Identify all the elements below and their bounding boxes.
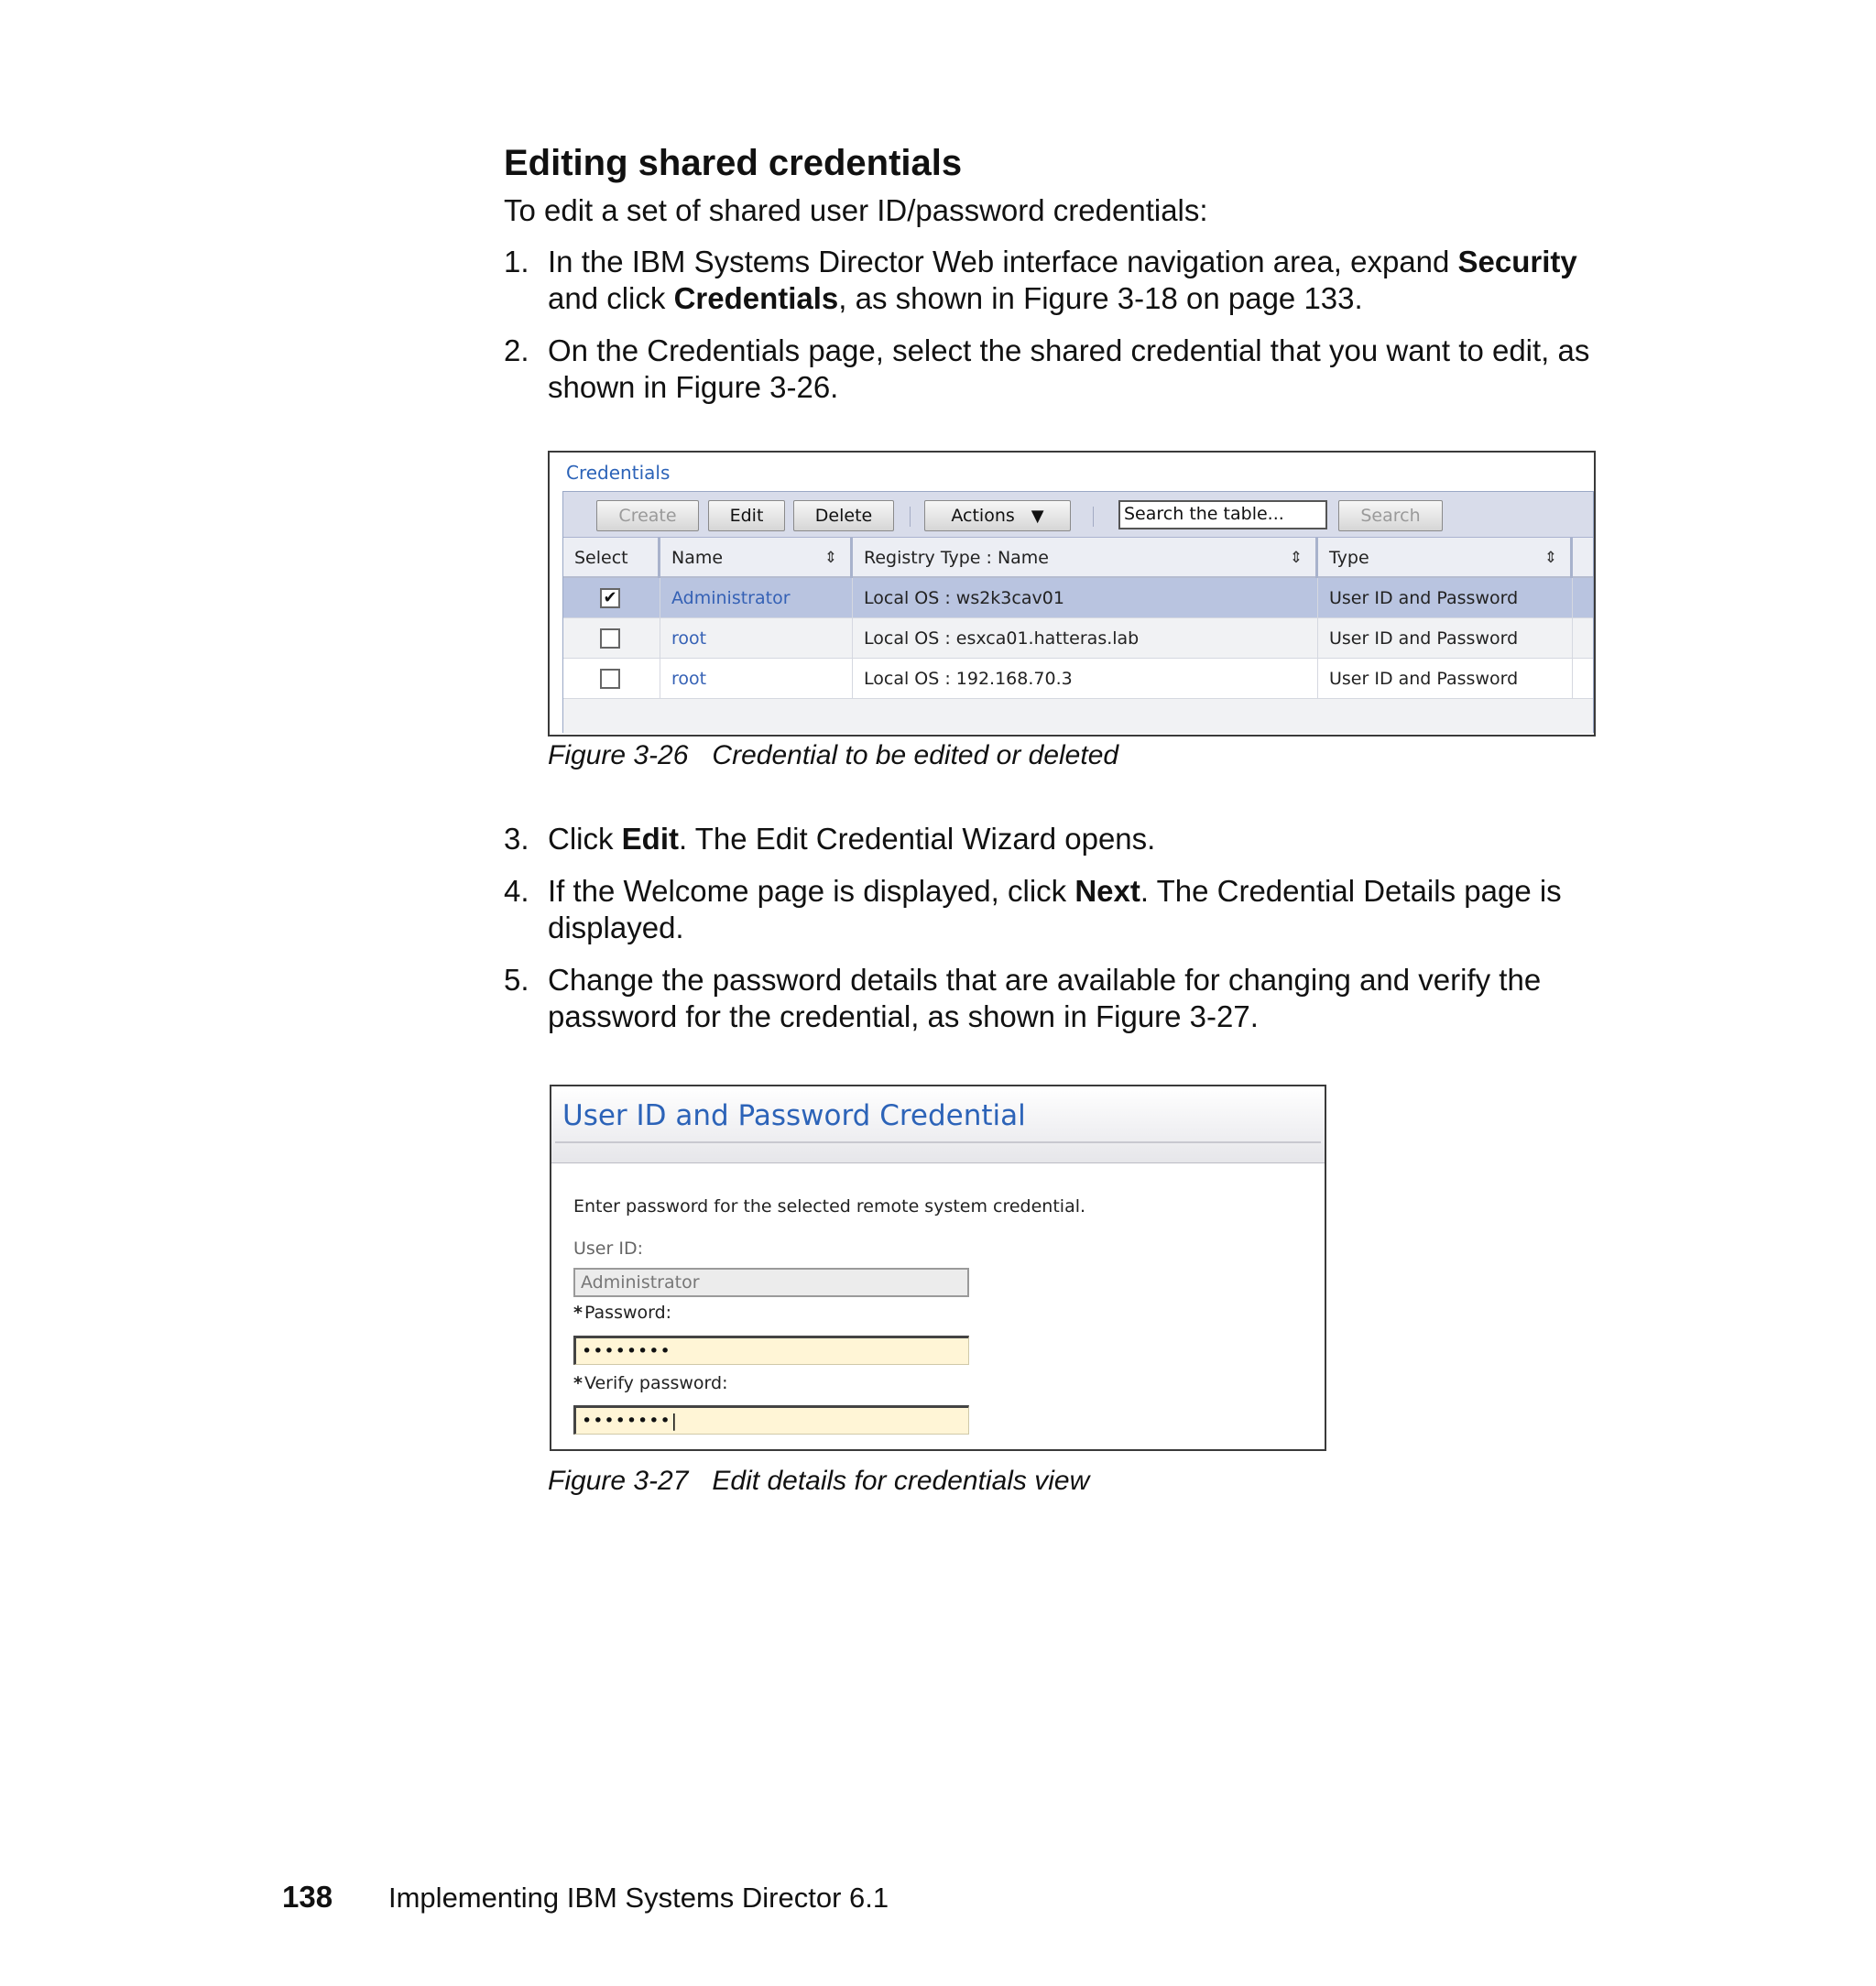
step-text: In the IBM Systems Director Web interface navigation area, expand xyxy=(548,245,1458,278)
step-text: . The Credential Details page is displayed. xyxy=(548,874,1562,944)
step-text: and click xyxy=(548,281,674,315)
registry-cell: Local OS : 192.168.70.3 xyxy=(853,659,1318,699)
caption-number: Figure 3-27 xyxy=(548,1466,689,1496)
column-name[interactable] xyxy=(660,538,853,578)
toolbar-divider xyxy=(1093,507,1094,527)
step-text: Click xyxy=(548,822,622,856)
row-checkbox[interactable] xyxy=(600,628,620,649)
credential-details-figure xyxy=(550,1085,1326,1451)
step-number: 4. xyxy=(504,874,529,908)
registry-cell: Local OS : esxca01.hatteras.lab xyxy=(853,618,1318,659)
verify-password-label: Verify password: xyxy=(584,1373,728,1393)
step-4 xyxy=(504,873,1594,946)
caption-number: Figure 3-26 xyxy=(548,740,689,770)
userid-label: User ID: xyxy=(573,1239,643,1259)
step-bold: Edit xyxy=(621,822,679,856)
table-toolbar xyxy=(563,492,1593,538)
table-empty-row xyxy=(563,699,1593,734)
step-3 xyxy=(504,821,1594,857)
type-cell: User ID and Password xyxy=(1318,618,1573,659)
column-type[interactable] xyxy=(1318,538,1573,578)
section-heading: Editing shared credentials xyxy=(504,143,963,183)
column-select: Select xyxy=(563,538,660,578)
select-cell xyxy=(563,578,660,618)
verify-password-field[interactable]: ••••••••| xyxy=(573,1405,969,1435)
row-checkbox[interactable] xyxy=(600,669,620,689)
step-2 xyxy=(504,333,1594,406)
book-title: Implementing IBM Systems Director 6.1 xyxy=(388,1882,889,1914)
column-type-label: Type xyxy=(1329,548,1369,568)
required-asterisk: * xyxy=(573,1373,583,1393)
step-number: 3. xyxy=(504,822,529,856)
name-link[interactable]: root xyxy=(660,659,853,699)
toolbar-divider xyxy=(910,507,911,527)
page-number: 138 xyxy=(282,1880,333,1914)
column-registry-label: Registry Type : Name xyxy=(864,548,1049,568)
table-header xyxy=(563,538,1593,578)
select-cell xyxy=(563,659,660,699)
column-name-label: Name xyxy=(671,548,724,568)
step-number: 5. xyxy=(504,963,529,997)
step-number: 2. xyxy=(504,333,529,367)
step-bold: Credentials xyxy=(673,281,839,315)
step-bold: Next xyxy=(1074,874,1140,908)
credentials-figure xyxy=(548,451,1596,737)
edit-button[interactable]: Edit xyxy=(708,500,785,531)
credential-details-title: User ID and Password Credential xyxy=(562,1099,1026,1132)
password-field[interactable]: •••••••• xyxy=(573,1336,969,1365)
step-5 xyxy=(504,962,1594,1035)
search-button[interactable]: Search xyxy=(1338,500,1443,531)
step-text: . The Edit Credential Wizard opens. xyxy=(679,822,1156,856)
sort-icon[interactable]: ⇕ xyxy=(823,549,837,567)
caption-text: Credential to be edited or deleted xyxy=(712,740,1119,770)
step-1 xyxy=(504,244,1594,317)
credential-details-header xyxy=(551,1086,1325,1163)
step-text: Change the password details that are available for changing and verify the password for the credential, as shown in Figure 3-27. xyxy=(548,963,1542,1033)
step-text: On the Credentials page, select the shared credential that you want to edit, as shown in Figure 3-26. xyxy=(548,333,1590,404)
step-bold: Security xyxy=(1457,245,1577,278)
required-asterisk: * xyxy=(573,1303,583,1323)
actions-label: Actions xyxy=(951,506,1015,526)
row-checkbox[interactable]: ✔ xyxy=(600,588,620,608)
table-row[interactable] xyxy=(563,578,1593,618)
verify-label-row xyxy=(573,1373,727,1393)
delete-button[interactable]: Delete xyxy=(793,500,894,531)
name-link[interactable]: Administrator xyxy=(660,578,853,618)
credentials-title: Credentials xyxy=(566,462,671,484)
intro-text: To edit a set of shared user ID/password credentials: xyxy=(504,193,1208,227)
table-row[interactable] xyxy=(563,618,1593,659)
name-link[interactable]: root xyxy=(660,618,853,659)
sort-icon[interactable]: ⇕ xyxy=(1543,549,1557,567)
password-label-row xyxy=(573,1303,671,1323)
credential-instructions: Enter password for the selected remote system credential. xyxy=(573,1196,1086,1217)
caption-text: Edit details for credentials view xyxy=(712,1466,1090,1496)
registry-cell: Local OS : ws2k3cav01 xyxy=(853,578,1318,618)
credentials-table-panel xyxy=(562,491,1594,733)
step-number: 1. xyxy=(504,245,529,278)
step-text: If the Welcome page is displayed, click xyxy=(548,874,1075,908)
table-search-input[interactable]: Search the table... xyxy=(1118,500,1327,529)
type-cell: User ID and Password xyxy=(1318,578,1573,618)
figure-caption xyxy=(548,740,1118,771)
header-divider xyxy=(555,1141,1321,1143)
userid-field: Administrator xyxy=(573,1268,969,1297)
sort-icon[interactable]: ⇕ xyxy=(1289,549,1303,567)
create-button[interactable]: Create xyxy=(596,500,699,531)
step-text: , as shown in Figure 3-18 on page 133. xyxy=(838,281,1363,315)
select-cell xyxy=(563,618,660,659)
figure-caption xyxy=(548,1466,1089,1497)
column-registry[interactable] xyxy=(853,538,1318,578)
table-row[interactable] xyxy=(563,659,1593,699)
dropdown-arrow-icon: ▼ xyxy=(1031,506,1044,526)
password-label: Password: xyxy=(584,1303,672,1323)
type-cell: User ID and Password xyxy=(1318,659,1573,699)
actions-dropdown[interactable] xyxy=(924,500,1071,531)
